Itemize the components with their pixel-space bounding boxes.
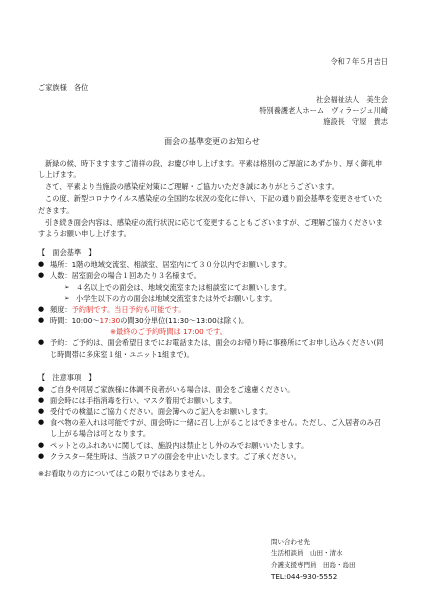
time-prefix: 時間：10:00～: [50, 316, 100, 326]
addressee: ご家族様 各位: [38, 83, 89, 92]
note-item: ● クラスター発生時は、当該フロアの面会を中止いたします。ご了承ください。: [38, 451, 388, 462]
note-item: ● 受付での検温にご協力ください。面会簿へのご記入をお願いします。: [38, 406, 388, 417]
contact-tel: TEL:044-930-5552: [271, 572, 338, 582]
criteria-people-subitem: ➢ ４名以上での面会は、地域交流室または相談室にてお願いします。: [64, 282, 388, 293]
criteria-reservation: ● 予約：ご予約は、面会希望日までにお電話または、面会のお帰り時に事務所にてお申し込みください(同じ時間帯に多床室１組・ユニット1組まで)。: [38, 337, 388, 359]
criteria-people-subitem: ➢ 小学生以下の方の面会は地域交流室または外でお願いします。: [64, 293, 388, 304]
intro-paragraph: さて、平素より当施設の感染症対策にご理解・ご協力いただき誠にありがとうございます。: [45, 182, 339, 192]
note-item: ● ペットとのふれあいに関しては、施設内は禁止とし外のみでお願いいたします。: [38, 440, 388, 451]
criteria-people-text: 人数：居室面会の場合１回あたり３名様まで。: [50, 271, 201, 281]
time-note: ※最終のご予約時間は 17:00 です。: [110, 327, 227, 337]
org-corporation: 社会福祉法人 美生会: [316, 95, 388, 104]
criteria-people: [38, 270, 388, 303]
document-date: 令和７年５月吉日: [330, 57, 388, 66]
frequency-label: 頻度：: [50, 304, 72, 314]
frequency-value: 予約制です。当日予約も可能です。: [71, 304, 186, 314]
criteria-location: ● 場所：1階の地域交流室、相談室、居室内にて３０分以内でお願いします。: [38, 259, 388, 270]
criteria-time: [38, 315, 388, 337]
note-item: ● ご自身や同居ご家族様に体調不良者がいる場合は、面会をご遠慮ください。: [38, 384, 388, 395]
contact-block: [271, 537, 356, 584]
note-item: ● 面会時には手指消毒を行い、マスク着用でお願いします。: [38, 395, 388, 406]
contact-heading: 問い合わせ先: [271, 538, 310, 546]
contact-line: 生活相談員 山田・清水: [271, 549, 343, 558]
time-end: 17:30: [99, 316, 121, 326]
intro-paragraph: この度、新型コロナウイルス感染症の全国的な状況の変化に伴い、下記の通り面会基準を変更させていただきます。: [38, 194, 383, 215]
document-body: [38, 158, 388, 479]
intro-paragraph: 引き続き面会内容は、感染症の流行状況に応じて変更することもございますが、ご理解ご協力くださいますようお願い申し上げます。: [38, 217, 383, 238]
notes-list: [38, 384, 388, 462]
criteria-list: [38, 259, 388, 359]
note-item: ● 食べ物の差入れは可能ですが、面会時に一緒に召し上がることはできません。ただし、ご入居者のみ召し上がる場合は可となります。: [38, 417, 388, 439]
criteria-people-sublist: [50, 282, 388, 304]
intro-paragraph: 新緑の候、時下ますますご清祥の段、お慶び申し上げます。平素は格別のご厚誼にあずかり、厚く御礼申し上げます。: [38, 159, 383, 180]
org-facility: 特別養護老人ホーム ヴィラージュ川崎: [259, 106, 388, 116]
criteria-heading: 【 面会基準 】: [38, 248, 96, 258]
org-director: 施設長 守屋 貴志: [323, 117, 388, 127]
criteria-frequency: [38, 304, 388, 315]
document-title: 面会の基準変更のお知らせ: [164, 137, 260, 146]
sender-organization: [259, 94, 388, 127]
contact-line: 介護支援専門員 田島・島田: [271, 560, 356, 569]
time-suffix: の間30分単位(11:30～13:00は除く)。: [120, 316, 249, 326]
closing-note: ※お看取りの方についてはこの限りではありません。: [38, 468, 210, 478]
notes-heading: 【 注意事項 】: [38, 372, 96, 382]
